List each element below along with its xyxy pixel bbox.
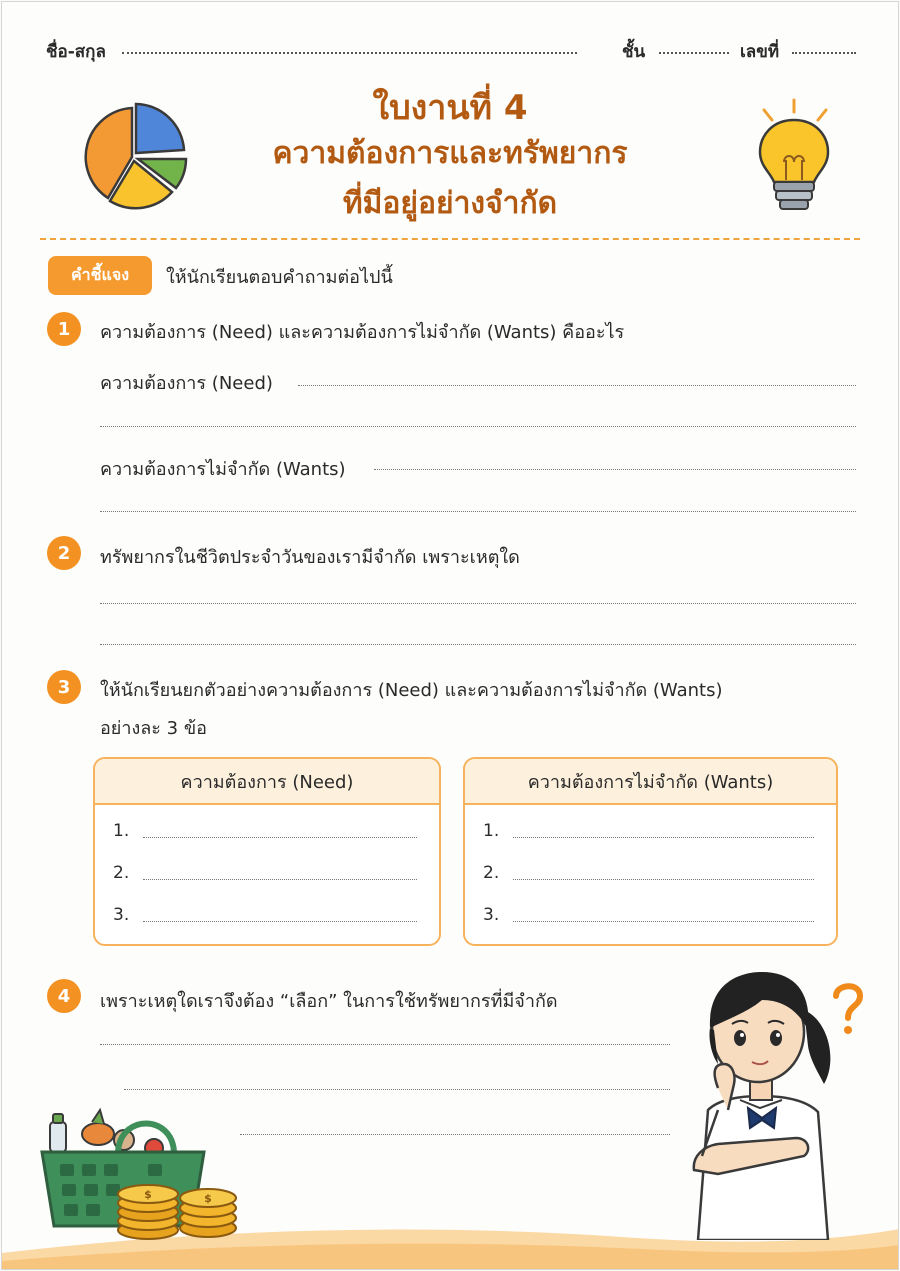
need-item-2-number: 2.	[113, 863, 130, 883]
instruction-text: ให้นักเรียนตอบคำถามต่อไปนี้	[166, 267, 393, 288]
wants-answer-label: ความต้องการไม่จำกัด (Wants)	[100, 459, 346, 480]
instruction-badge: คำชี้แจง	[48, 256, 152, 295]
need-answer-label: ความต้องการ (Need)	[100, 373, 273, 394]
question-number-4: 4	[47, 979, 81, 1013]
question-1-text: ความต้องการ (Need) และความต้องการไม่จำกัด (Wants) คืออะไร	[100, 322, 625, 343]
need-item-1-number: 1.	[113, 821, 130, 841]
question-4-text: เพราะเหตุใดเราจึงต้อง “เลือก” ในการใช้ทรัพยากรที่มีจำกัด	[100, 991, 558, 1012]
worksheet-page	[1, 1, 899, 1270]
name-field[interactable]	[122, 52, 577, 54]
name-label: ชื่อ-สกุล	[46, 42, 106, 62]
svg-text:$: $	[144, 1188, 152, 1201]
student-illustration	[678, 960, 848, 1240]
question-2-text: ทรัพยากรในชีวิตประจำวันของเรามีจำกัด เพราะเหตุใด	[100, 547, 520, 568]
need-item-1[interactable]	[113, 821, 417, 847]
need-examples-box	[93, 757, 441, 946]
divider	[40, 238, 860, 240]
wants-item-1-number: 1.	[483, 821, 500, 841]
worksheet-title-line2: ความต้องการและทรัพยากร	[272, 136, 628, 171]
number-label: เลขที่	[740, 42, 780, 62]
worksheet-title-line1: ใบงานที่ 4	[372, 88, 528, 128]
question-3-text-line2: อย่างละ 3 ข้อ	[100, 718, 207, 739]
need-item-3[interactable]	[113, 905, 417, 931]
coins-icon	[114, 1178, 242, 1242]
question-2-answer-line-2[interactable]	[100, 644, 856, 645]
wants-item-3-number: 3.	[483, 905, 500, 925]
wants-item-2-number: 2.	[483, 863, 500, 883]
wants-answer-line-1[interactable]	[374, 469, 856, 470]
question-3-text-line1: ให้นักเรียนยกตัวอย่างความต้องการ (Need) และความต้องการไม่จำกัด (Wants)	[100, 680, 723, 701]
question-number-3: 3	[47, 670, 81, 704]
svg-text:$: $	[204, 1192, 212, 1205]
question-4-answer-line-2[interactable]	[124, 1089, 670, 1090]
worksheet-title-line3: ที่มีอยู่อย่างจำกัด	[342, 186, 558, 221]
question-4-answer-line-1[interactable]	[100, 1044, 670, 1045]
need-box-title: ความต้องการ (Need)	[95, 759, 439, 805]
question-number-2: 2	[47, 536, 81, 570]
class-field[interactable]	[659, 52, 729, 54]
lightbulb-icon	[750, 98, 840, 222]
wants-box-title: ความต้องการไม่จำกัด (Wants)	[465, 759, 836, 805]
need-item-3-number: 3.	[113, 905, 130, 925]
wants-answer-line-2[interactable]	[100, 511, 856, 512]
wants-item-2[interactable]	[483, 863, 814, 889]
question-4-answer-line-3[interactable]	[240, 1134, 670, 1135]
question-number-1: 1	[47, 312, 81, 346]
number-field[interactable]	[792, 52, 856, 54]
wants-item-1[interactable]	[483, 821, 814, 847]
wants-examples-box	[463, 757, 838, 946]
question-2-answer-line-1[interactable]	[100, 603, 856, 604]
need-item-2[interactable]	[113, 863, 417, 889]
wants-item-3[interactable]	[483, 905, 814, 931]
need-answer-line-2[interactable]	[100, 426, 856, 427]
class-label: ชั้น	[622, 42, 646, 62]
need-answer-line-1[interactable]	[298, 385, 856, 386]
